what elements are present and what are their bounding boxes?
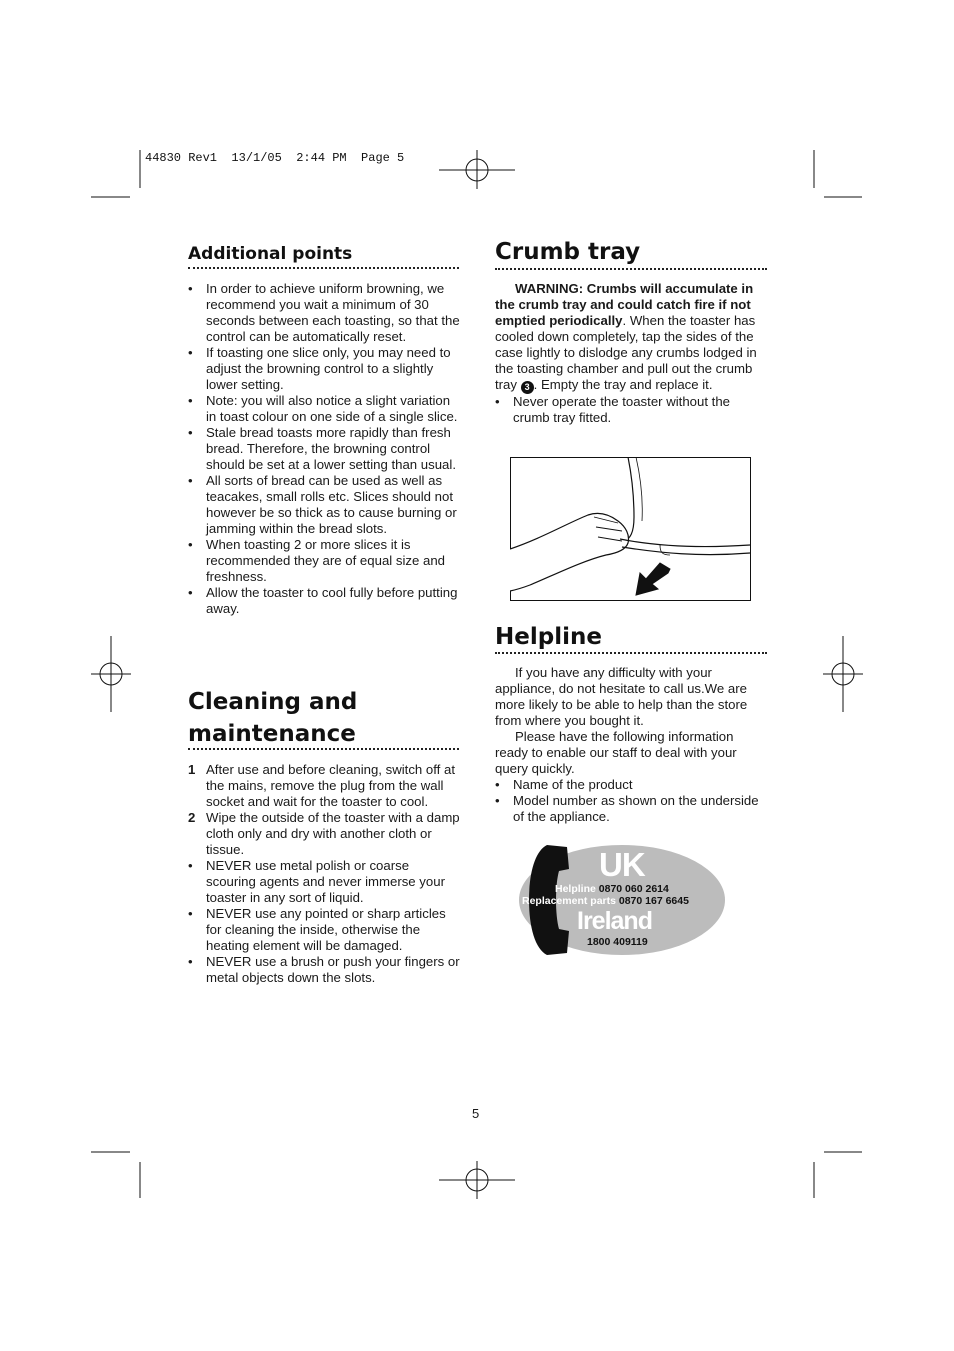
uk-helpline-row xyxy=(555,883,669,895)
list-item: • Name of the product xyxy=(495,777,633,792)
page-number: 5 xyxy=(472,1106,480,1121)
heading-divider xyxy=(495,268,767,270)
helpline-paragraph-2: Please have the following information ready to enable our staff to deal with your query quickly. xyxy=(495,729,737,776)
heading-divider xyxy=(188,267,459,269)
additional-points-list xyxy=(188,281,460,617)
list-item: • Never operate the toaster without the crumb tray fitted. xyxy=(495,394,730,425)
list-item: • Model number as shown on the underside of the appliance. xyxy=(495,793,759,824)
helpline-heading: Helpline xyxy=(495,624,602,650)
list-item: • Stale bread toasts more rapidly than fresh bread. Therefore, the browning control should be set at a lower setting than usual. xyxy=(188,425,456,472)
cleaning-heading xyxy=(188,686,357,750)
additional-points-heading: Additional points xyxy=(188,244,353,264)
helpline-label: Helpline xyxy=(555,883,596,895)
list-item: • In order to achieve uniform browning, we recommend you wait a minimum of 30 seconds between each toasting, so that the control can be automatically reset. xyxy=(188,281,460,344)
ireland-label: Ireland xyxy=(577,907,652,935)
helpline-text xyxy=(495,665,767,825)
parts-label: Replacement parts xyxy=(522,895,616,907)
list-item: • NEVER use metal polish or coarse scouring agents and never immerse your toaster in any sort of liquid. xyxy=(188,858,445,905)
crumb-tray-paragraph: WARNING: Crumbs will accumulate in the crumb tray and could catch fire if not emptied periodically. When the toaster has cooled down completely, tap the sides of the case lightly to dislodge any crumbs lodged in the toasting chamber and pull out the crumb tray 3 . Empty the tray and replace it. xyxy=(495,281,757,392)
uk-label: UK xyxy=(599,846,645,883)
parts-number: 0870 167 6645 xyxy=(618,895,689,907)
list-item: • NEVER use a brush or push your fingers or metal objects down the slots. xyxy=(188,954,460,985)
helpline-number: 0870 060 2614 xyxy=(598,883,669,895)
step-3-icon: 3 xyxy=(521,381,534,394)
helpline-paragraph-1: If you have any difficulty with your appliance, do not hesitate to call us.We are more likely to be able to help than the store from where you bought it. xyxy=(495,665,748,728)
list-item: • Note: you will also notice a slight variation in toast colour on one side of a single slice. xyxy=(188,393,458,424)
print-slug: 44830 Rev1 13/1/05 2:44 PM Page 5 xyxy=(145,151,405,165)
list-item: 2 Wipe the outside of the toaster with a damp cloth only and dry with another cloth or tissue. xyxy=(188,810,460,857)
cleaning-list xyxy=(188,762,460,986)
list-item: • Allow the toaster to cool fully before putting away. xyxy=(188,585,458,616)
list-item: 1 After use and before cleaning, switch off at the mains, remove the plug from the wall socket and wait for the toaster to cool. xyxy=(188,762,456,809)
ireland-number: 1800 409119 xyxy=(587,936,648,948)
list-item: • NEVER use any pointed or sharp articles for cleaning the inside, otherwise the heating element will be damaged. xyxy=(188,906,446,953)
list-item: • All sorts of bread can be used as well as teacakes, small rolls etc. Slices should not however be so thick as to cause burning or jamming within the bread slots. xyxy=(188,473,457,536)
contact-badge xyxy=(517,843,727,957)
list-item: • When toasting 2 or more slices it is recommended they are of equal size and freshness. xyxy=(188,537,445,584)
list-item: • If toasting one slice only, you may need to adjust the browning control to a slightly lower setting. xyxy=(188,345,451,392)
crumb-tray-text xyxy=(495,281,767,426)
crumb-tray-heading: Crumb tray xyxy=(495,239,641,265)
cleaning-heading-line1: Cleaning and xyxy=(188,689,358,715)
warning-text: WARNING: Crumbs will accumulate in the crumb tray and could catch fire if not emptied periodically xyxy=(495,281,754,328)
crumb-tray-illustration xyxy=(510,457,751,601)
heading-divider xyxy=(495,652,767,654)
cleaning-heading-line2: maintenance xyxy=(188,721,356,747)
heading-divider xyxy=(188,748,459,750)
uk-parts-row xyxy=(522,895,689,907)
